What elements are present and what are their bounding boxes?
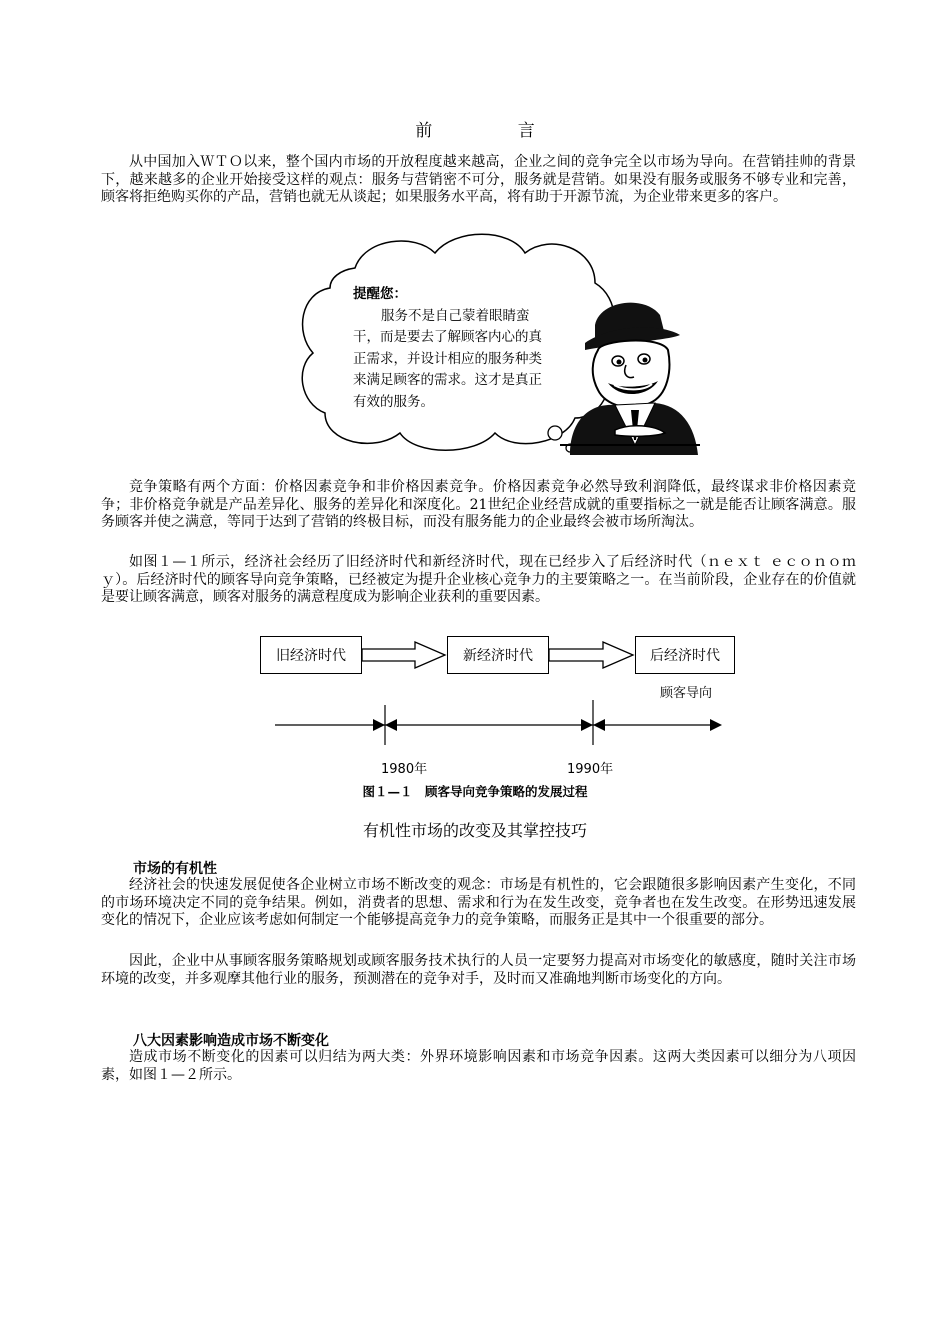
tip-heading: 提醒您：	[353, 286, 407, 302]
reminder-tip	[353, 284, 548, 413]
sensitivity-paragraph: 因此，企业中从事顾客服务策略规划或顾客服务技术执行的人员一定要努力提高对市场变化的敏感度，随时关注市场环境的改变，并多观摩其他行业的服务，预测潜在的竞争对手，及时而又准确地判断市场变化的方向。	[101, 953, 856, 987]
figure-caption: 图１—１ 顾客导向竞争策略的发展过程	[362, 784, 588, 799]
box-next-economy: 后经济时代	[635, 636, 735, 674]
organic-market-paragraph: 经济社会的快速发展促使各企业树立市场不断改变的观念：市场是有机性的，它会跟随很多影响因素产生变化，不同的市场环境决定不同的竞争结果。例如，消费者的思想、需求和行为在发生改变，竞争者也在发生改变。在形势迅速发展变化的情况下，企业应该考虑如何制定一个能够提高竞争力的竞争策略，而服务正是其中一个很重要的部分。	[101, 877, 856, 928]
box-new-economy: 新经济时代	[447, 636, 549, 674]
page-title: 前 言	[415, 121, 575, 141]
timeline-arrows	[255, 630, 735, 795]
figure-ref-paragraph: 如图１—１所示，经济社会经历了旧经济时代和新经济时代，现在已经步入了后经济时代（ｎｅｘｔ ｅｃｏｎｏｍｙ）。后经济时代的顾客导向竞争策略，已经被定为提升企业核心竞争力的主要策略之一。在当前阶段，企业存在的价值就是要让顾客满意，顾客对服务的满意程度成为影响企业获利的重要因素。	[101, 554, 856, 605]
customer-oriented-label: 顾客导向	[660, 686, 713, 701]
section-title: 有机性市场的改变及其掌控技巧	[362, 821, 587, 840]
subheading-eight-factors: 八大因素影响造成市场不断变化	[133, 1033, 329, 1049]
factors-paragraph: 造成市场不断变化的因素可以归结为两大类：外界环境影响因素和市场竞争因素。这两大类因素可以细分为八项因素，如图１—２所示。	[101, 1049, 856, 1083]
year-1980-label: 1980年	[381, 762, 428, 777]
economy-timeline-diagram	[255, 630, 735, 795]
businessman-illustration	[560, 295, 700, 455]
strategy-paragraph: 竞争策略有两个方面：价格因素竞争和非价格因素竞争。价格因素竞争必然导致利润降低，最终谋求非价格因素竞争；非价格竞争就是产品差异化、服务的差异化和深度化。21世纪企业经营成就的重要指标之一就是能否让顾客满意。服务顾客并使之满意，等同于达到了营销的终极目标，而没有服务能力的企业最终会被市场所淘汰。	[101, 479, 856, 530]
tip-body: 服务不是自己蒙着眼睛蛮干，而是要去了解顾客内心的真正需求，并设计相应的服务种类来满足顾客的需求。这才是真正有效的服务。	[353, 307, 542, 410]
year-1990-label: 1990年	[567, 762, 614, 777]
intro-paragraph: 从中国加入ＷＴＯ以来，整个国内市场的开放程度越来越高，企业之间的竞争完全以市场为导向。在营销挂帅的背景下，越来越多的企业开始接受这样的观点：服务与营销密不可分，服务就是营销。如果没有服务或服务不够专业和完善，顾客将拒绝购买你的产品，营销也就无从谈起；如果服务水平高，将有助于开源节流，为企业带来更多的客户。	[101, 154, 856, 205]
box-old-economy: 旧经济时代	[260, 636, 362, 674]
subheading-organic-market: 市场的有机性	[133, 861, 217, 877]
